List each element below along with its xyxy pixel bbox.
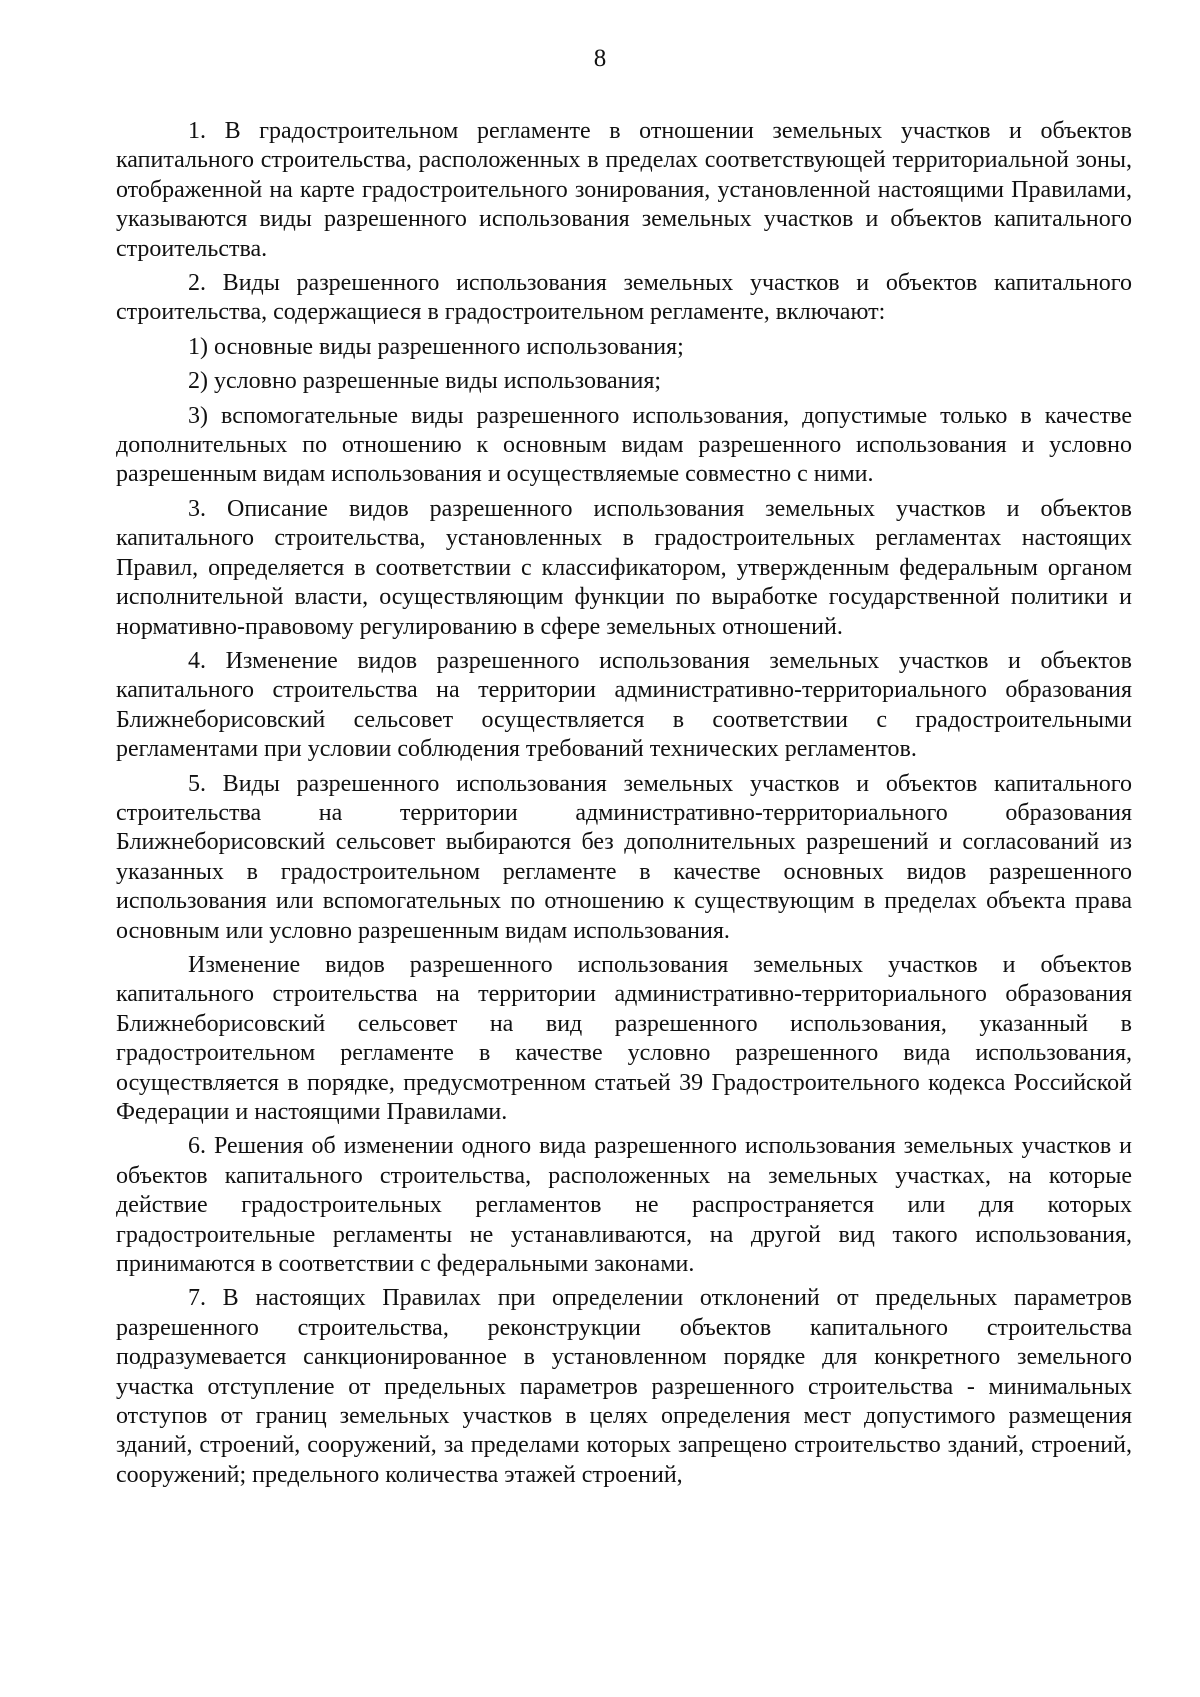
list-item-1: 1) основные виды разрешенного использования; <box>188 333 684 360</box>
list-item-3: 3) вспомогательные виды разрешенного использования, допустимые только в качестве дополнительных по отношению к основным видам разрешенного использования и условно разрешенным видам использования и осуществляемые совместно с ними. <box>116 402 1132 488</box>
paragraph-1: 1. В градостроительном регламенте в отношении земельных участков и объектов капитального строительства, расположенных в пределах соответствующей территориальной зоны, отображенной на карте градостроительного зонирования, установленной настоящими Правилами, указываются виды разрешенного использования земельных участков и объектов капитального строительства. <box>116 118 1132 262</box>
paragraph-5-continued: Изменение видов разрешенного использования земельных участков и объектов капитального строительства на территории административно-территориального образования Ближнеборисовский сельсовет на вид разрешенного использования, указанный в градостроительном регламенте в качестве условно разрешенного вида использования, осуществляется в порядке, предусмотренном статьей 39 Градостроительного кодекса Российской Федерации и настоящими Правилами. <box>116 951 1132 1125</box>
list-item-2: 2) условно разрешенные виды использования; <box>188 368 662 395</box>
paragraph-3: 3. Описание видов разрешенного использования земельных участков и объектов капитального строительства, установленных в градостроительных регламентах настоящих Правил, определяется в соответствии с классификатором, утвержденным федеральным органом исполнительной власти, осуществляющим функции по выработке государственной политики и нормативно-правовому регулированию в сфере земельных отношений. <box>116 495 1132 640</box>
paragraph-6: 6. Решения об изменении одного вида разрешенного использования земельных участков и объектов капитального строительства, расположенных на земельных участках, на которые действие градостроительных регламентов не распространяется или для которых градостроительные регламенты не устанавливаются, на другой вид такого использования, принимаются в соответствии с федеральными законами. <box>116 1133 1132 1278</box>
paragraph-5: 5. Виды разрешенного использования земельных участков и объектов капитального строительства на территории административно-территориального образования Ближнеборисовский сельсовет выбираются без дополнительных разрешений и согласований из указанных в градостроительном регламенте в качестве основных видов разрешенного использования или вспомогательных по отношению к существующим в пределах объекта права основным или условно разрешенным видам использования. <box>116 770 1132 944</box>
paragraph-7: 7. В настоящих Правилах при определении отклонений от предельных параметров разрешенного строительства, реконструкции объектов капитального строительства подразумевается санкционированное в установленном порядке для конкретного земельного участка отступление от предельных параметров разрешенного строительства - минимальных отступов от границ земельных участков в целях определения мест допустимого размещения зданий, строений, сооружений, за пределами которых запрещено строительство зданий, строений, сооружений; предельного количества этажей строений, <box>116 1285 1132 1488</box>
paragraph-4: 4. Изменение видов разрешенного использования земельных участков и объектов капитального строительства на территории административно-территориального образования Ближнеборисовский сельсовет осуществляется в соответствии с градостроительными регламентами при условии соблюдения требований технических регламентов. <box>116 647 1132 763</box>
document-body <box>116 117 1132 1495</box>
paragraph-2: 2. Виды разрешенного использования земельных участков и объектов капитального строительства, содержащиеся в градостроительном регламенте, включают: <box>116 270 1132 326</box>
page-number: 8 <box>593 45 607 72</box>
